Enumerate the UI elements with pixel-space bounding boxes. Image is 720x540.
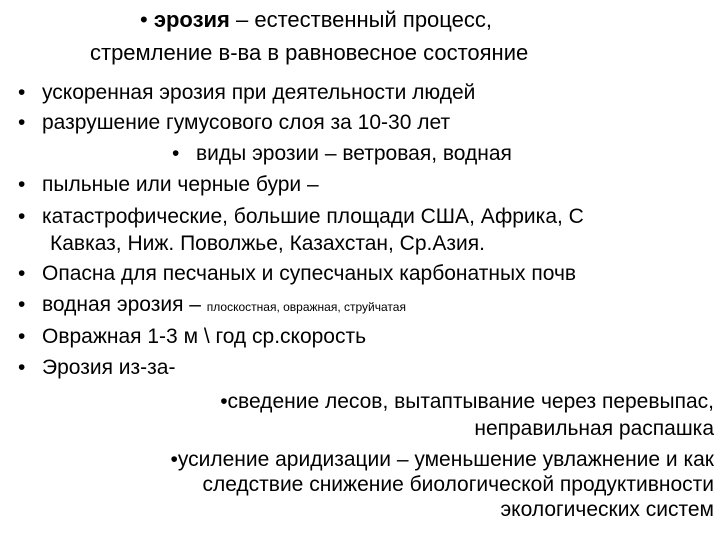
- title-term: эрозия: [153, 7, 230, 32]
- list-item: • виды эрозии – ветровая, водная: [172, 142, 512, 165]
- list-item: • водная эрозия – плоскостная, овражная, струйчатая: [18, 293, 406, 316]
- list-item: • Овражная 1-3 м \ год ср.скорость: [18, 325, 367, 348]
- title-bullet: •: [140, 7, 148, 32]
- list-item: • разрушение гумусового слоя за 10-30 лет: [18, 111, 451, 134]
- sub-item-line: •сведение лесов, вытаптывание через перевыпас,: [220, 390, 714, 413]
- sub-item-line: •усиление аридизации – уменьшение увлажнение и как: [170, 448, 714, 471]
- title-line-2: стремление в-ва в равновесное состояние: [90, 40, 529, 65]
- list-item: • ускоренная эрозия при деятельности людей: [18, 81, 476, 104]
- erosion-types-small: плоскостная, овражная, струйчатая: [206, 300, 406, 314]
- title-line-1: [140, 5, 492, 35]
- list-item: • катастрофические, большие площади США, Африка, С: [18, 205, 584, 228]
- list-item-continuation: Кавказ, Ниж. Поволжье, Казахстан, Ср.Азия.: [50, 232, 485, 255]
- list-item: • Опасна для песчаных и супесчаных карбонатных почв: [18, 262, 577, 285]
- list-item: • пыльные или черные бури –: [18, 173, 319, 196]
- sub-item-line: следствие снижение биологической продуктивности: [202, 473, 714, 496]
- list-item: • Эрозия из-за-: [18, 356, 176, 379]
- title-rest: – естественный процесс,: [229, 7, 492, 32]
- sub-item-line: экологических систем: [500, 498, 714, 521]
- sub-item-line: неправильная распашка: [474, 417, 714, 440]
